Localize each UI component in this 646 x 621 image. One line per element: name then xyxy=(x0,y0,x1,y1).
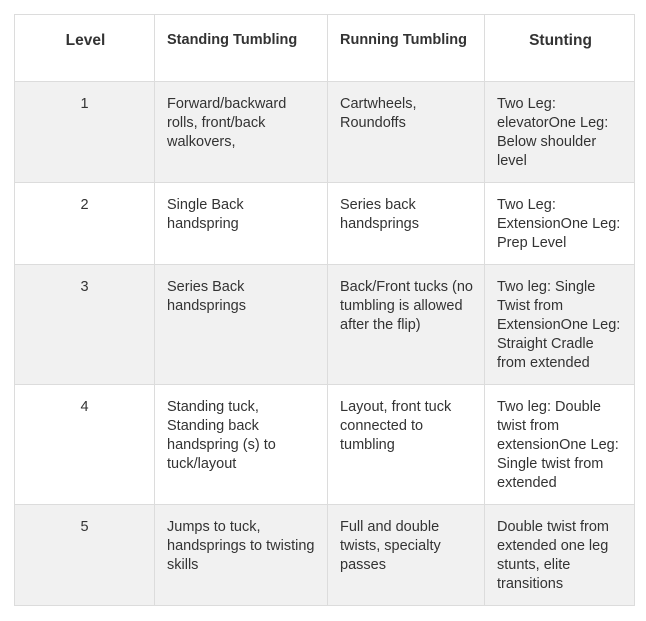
cell-standing-tumbling: Jumps to tuck, handsprings to twisting skills xyxy=(155,505,328,606)
header-stunting: Stunting xyxy=(485,15,635,82)
cell-stunting: Double twist from extended one leg stunts, elite transitions xyxy=(485,505,635,606)
header-row xyxy=(15,15,635,82)
cell-running-tumbling: Layout, front tuck connected to tumbling xyxy=(328,385,485,505)
cell-standing-tumbling: Single Back handspring xyxy=(155,183,328,265)
table-row xyxy=(15,385,635,505)
cell-stunting: Two Leg: ExtensionOne Leg: Prep Level xyxy=(485,183,635,265)
cell-stunting: Two leg: Single Twist from ExtensionOne Leg: Straight Cradle from extended xyxy=(485,265,635,385)
header-level: Level xyxy=(15,15,155,82)
table-header xyxy=(15,15,635,82)
cell-level: 3 xyxy=(15,265,155,385)
table-row xyxy=(15,265,635,385)
cell-standing-tumbling: Series Back handsprings xyxy=(155,265,328,385)
table-body xyxy=(15,82,635,606)
table-row xyxy=(15,82,635,183)
cell-running-tumbling: Cartwheels, Roundoffs xyxy=(328,82,485,183)
cell-level: 4 xyxy=(15,385,155,505)
cell-standing-tumbling: Forward/backward rolls, front/back walkovers, xyxy=(155,82,328,183)
cell-running-tumbling: Series back handsprings xyxy=(328,183,485,265)
cell-standing-tumbling: Standing tuck, Standing back handspring (s) to tuck/layout xyxy=(155,385,328,505)
skills-table xyxy=(14,14,635,606)
cell-level: 1 xyxy=(15,82,155,183)
cell-stunting: Two Leg: elevatorOne Leg: Below shoulder level xyxy=(485,82,635,183)
table-row xyxy=(15,183,635,265)
cell-level: 5 xyxy=(15,505,155,606)
cell-level: 2 xyxy=(15,183,155,265)
header-running-tumbling: Running Tumbling xyxy=(328,15,485,82)
cell-running-tumbling: Full and double twists, specialty passes xyxy=(328,505,485,606)
header-standing-tumbling: Standing Tumbling xyxy=(155,15,328,82)
cell-running-tumbling: Back/Front tucks (no tumbling is allowed after the flip) xyxy=(328,265,485,385)
table-row xyxy=(15,505,635,606)
cell-stunting: Two leg: Double twist from extensionOne Leg: Single twist from extended xyxy=(485,385,635,505)
